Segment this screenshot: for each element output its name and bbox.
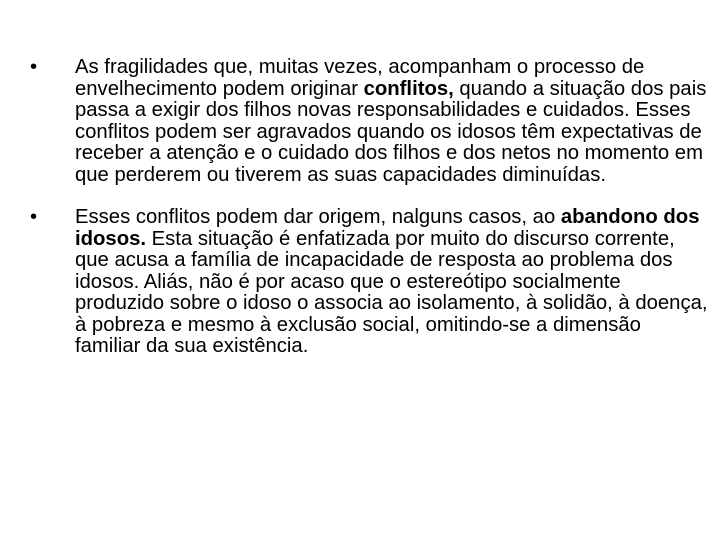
bullet-1-text-end: quando a situação dos pais passa a exigir dos filhos novas responsabilidades e cuidados. Esses conflitos podem ser agravados quando os idosos têm expectativas de receber a atenção e o cuidado dos filhos e dos netos no momento em que perderem ou tiverem as suas capacidades diminuídas. <box>75 77 707 186</box>
bullet-item-1 <box>30 57 710 186</box>
bullet-icon: • <box>30 56 38 78</box>
bullet-icon: • <box>30 206 38 228</box>
bullet-1-emphasis: conflitos, <box>363 77 454 100</box>
bullet-item-2 <box>30 207 710 358</box>
bullet-1-text-start: As fragilidades que, muitas vezes, acompanham o processo de envelhecimento podem originar <box>75 56 645 100</box>
bullet-text-2 <box>75 207 710 358</box>
bullet-2-emphasis: abandono dos idosos. <box>75 206 700 250</box>
bullet-2-text-end: Esta situação é enfatizada por muito do discurso corrente, que acusa a família de incapacidade de resposta ao problema dos idosos. Aliás, não é por acaso que o estereótipo socialmente produzido sobre o idoso o associa ao isolamento, à solidão, à doença, à pobreza e mesmo à exclusão social, omitindo-se a dimensão familiar da sua existência. <box>75 227 708 357</box>
bullet-text-1 <box>75 57 710 186</box>
bullet-list <box>30 57 710 358</box>
bullet-2-text-start: Esses conflitos podem dar origem, nalguns casos, ao <box>75 206 561 228</box>
